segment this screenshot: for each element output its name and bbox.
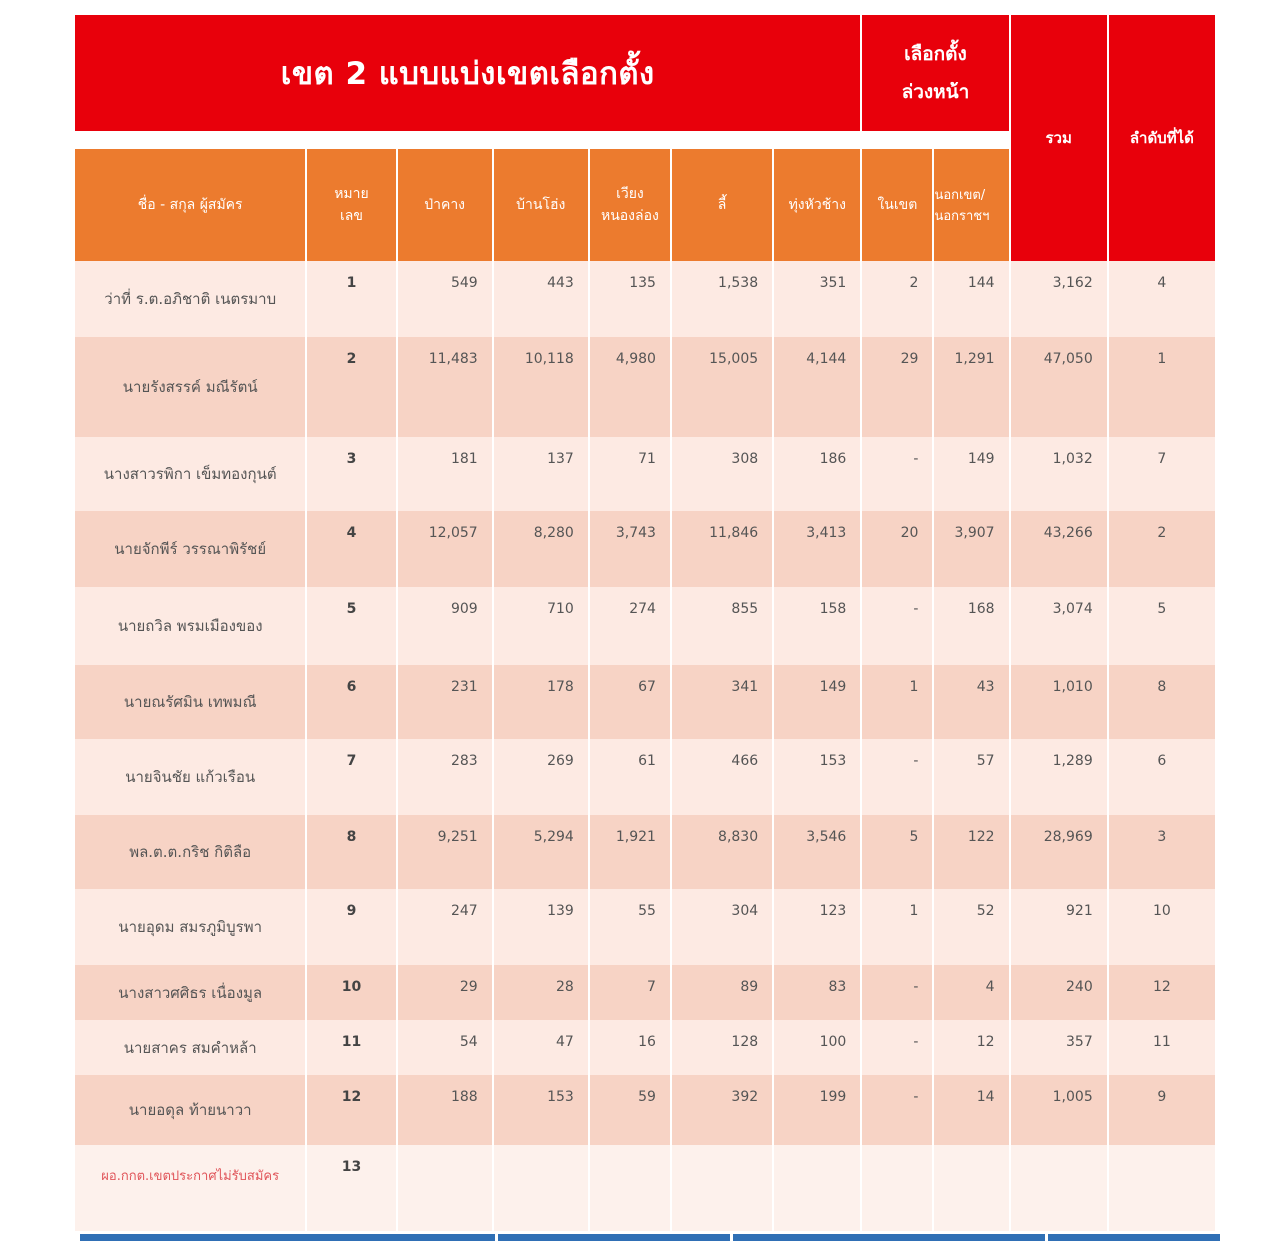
col-pakhang: ป่าคาง bbox=[398, 149, 492, 261]
votes-li: 8,830 bbox=[672, 815, 772, 889]
votes-thunghuachang: 3,413 bbox=[774, 511, 860, 587]
votes-li: 304 bbox=[672, 889, 772, 965]
votes-pakhang: 909 bbox=[398, 587, 492, 665]
empty-cell bbox=[934, 1145, 1008, 1231]
candidate-name: นายจินชัย แก้วเรือน bbox=[75, 739, 305, 815]
votes-out-district: 12 bbox=[934, 1020, 1008, 1075]
empty-cell bbox=[1011, 1145, 1107, 1231]
table-row bbox=[75, 1145, 1215, 1231]
votes-out-district: 14 bbox=[934, 1075, 1008, 1145]
candidate-number: 13 bbox=[307, 1145, 395, 1231]
table-title: เขต 2 แบบแบ่งเขตเลือกตั้ง bbox=[75, 15, 860, 131]
votes-pakhang: 283 bbox=[398, 739, 492, 815]
votes-total: 3,162 bbox=[1011, 261, 1107, 337]
votes-thunghuachang: 4,144 bbox=[774, 337, 860, 437]
col-li: ลี้ bbox=[672, 149, 772, 261]
votes-li: 89 bbox=[672, 965, 772, 1020]
votes-total: 1,005 bbox=[1011, 1075, 1107, 1145]
candidate-name: นายรังสรรค์ มณีรัตน์ bbox=[75, 337, 305, 437]
votes-thunghuachang: 149 bbox=[774, 665, 860, 739]
votes-out-district: 168 bbox=[934, 587, 1008, 665]
votes-in-district: 1 bbox=[862, 665, 932, 739]
votes-in-district: 1 bbox=[862, 889, 932, 965]
votes-in-district: 20 bbox=[862, 511, 932, 587]
votes-total: 357 bbox=[1011, 1020, 1107, 1075]
candidate-rank: 1 bbox=[1109, 337, 1215, 437]
candidate-number: 9 bbox=[307, 889, 395, 965]
candidate-name: นายถวิล พรมเมืองของ bbox=[75, 587, 305, 665]
empty-cell bbox=[672, 1145, 772, 1231]
votes-wiangnonglong: 135 bbox=[590, 261, 670, 337]
votes-pakhang: 11,483 bbox=[398, 337, 492, 437]
empty-cell bbox=[1109, 1145, 1215, 1231]
votes-li: 128 bbox=[672, 1020, 772, 1075]
votes-pakhang: 29 bbox=[398, 965, 492, 1020]
votes-total: 921 bbox=[1011, 889, 1107, 965]
votes-thunghuachang: 100 bbox=[774, 1020, 860, 1075]
votes-wiangnonglong: 16 bbox=[590, 1020, 670, 1075]
votes-thunghuachang: 351 bbox=[774, 261, 860, 337]
empty-cell bbox=[774, 1145, 860, 1231]
candidate-number: 6 bbox=[307, 665, 395, 739]
votes-pakhang: 231 bbox=[398, 665, 492, 739]
votes-in-district: 29 bbox=[862, 337, 932, 437]
votes-pakhang: 54 bbox=[398, 1020, 492, 1075]
votes-wiangnonglong: 71 bbox=[590, 437, 670, 511]
candidate-number: 1 bbox=[307, 261, 395, 337]
votes-total: 43,266 bbox=[1011, 511, 1107, 587]
candidate-rank: 2 bbox=[1109, 511, 1215, 587]
candidate-name: นายอดุล ท้ายนาวา bbox=[75, 1075, 305, 1145]
table-row bbox=[75, 1020, 1215, 1075]
votes-wiangnonglong: 7 bbox=[590, 965, 670, 1020]
votes-li: 341 bbox=[672, 665, 772, 739]
empty-cell bbox=[494, 1145, 588, 1231]
col-number: หมาย เลข bbox=[307, 149, 395, 261]
votes-wiangnonglong: 4,980 bbox=[590, 337, 670, 437]
candidate-name: นางสาวรพิกา เข็มทองกุนต์ bbox=[75, 437, 305, 511]
votes-out-district: 3,907 bbox=[934, 511, 1008, 587]
votes-banhong: 269 bbox=[494, 739, 588, 815]
col-name: ชื่อ - สกุล ผู้สมัคร bbox=[75, 149, 305, 261]
table-row bbox=[75, 965, 1215, 1020]
candidate-rank: 5 bbox=[1109, 587, 1215, 665]
candidate-rank: 12 bbox=[1109, 965, 1215, 1020]
votes-banhong: 178 bbox=[494, 665, 588, 739]
candidate-number: 2 bbox=[307, 337, 395, 437]
votes-out-district: 43 bbox=[934, 665, 1008, 739]
candidate-rank: 6 bbox=[1109, 739, 1215, 815]
votes-in-district: - bbox=[862, 587, 932, 665]
votes-wiangnonglong: 59 bbox=[590, 1075, 670, 1145]
advance-vote-header: เลือกตั้ง ล่วงหน้า bbox=[862, 15, 1008, 131]
total-header: รวม bbox=[1011, 15, 1107, 261]
col-out-district: นอกเขต/ นอกราชฯ bbox=[934, 149, 1008, 261]
votes-li: 15,005 bbox=[672, 337, 772, 437]
votes-banhong: 137 bbox=[494, 437, 588, 511]
votes-pakhang: 549 bbox=[398, 261, 492, 337]
votes-pakhang: 181 bbox=[398, 437, 492, 511]
table-row bbox=[75, 665, 1215, 739]
votes-li: 11,846 bbox=[672, 511, 772, 587]
candidate-number: 12 bbox=[307, 1075, 395, 1145]
votes-pakhang: 9,251 bbox=[398, 815, 492, 889]
candidate-rank: 3 bbox=[1109, 815, 1215, 889]
candidate-name: นายสาคร สมคำหล้า bbox=[75, 1020, 305, 1075]
candidate-number: 11 bbox=[307, 1020, 395, 1075]
votes-li: 466 bbox=[672, 739, 772, 815]
votes-in-district: - bbox=[862, 739, 932, 815]
votes-in-district: - bbox=[862, 437, 932, 511]
candidate-name: นายณรัศมิน เทพมณี bbox=[75, 665, 305, 739]
candidate-number: 3 bbox=[307, 437, 395, 511]
votes-total: 240 bbox=[1011, 965, 1107, 1020]
candidate-number: 4 bbox=[307, 511, 395, 587]
votes-banhong: 443 bbox=[494, 261, 588, 337]
votes-in-district: - bbox=[862, 1020, 932, 1075]
table-row bbox=[75, 587, 1215, 665]
col-in-district: ในเขต bbox=[862, 149, 932, 261]
votes-out-district: 144 bbox=[934, 261, 1008, 337]
votes-out-district: 149 bbox=[934, 437, 1008, 511]
col-thunghuachang: ทุ่งหัวช้าง bbox=[774, 149, 860, 261]
votes-in-district: 5 bbox=[862, 815, 932, 889]
votes-li: 1,538 bbox=[672, 261, 772, 337]
votes-thunghuachang: 83 bbox=[774, 965, 860, 1020]
votes-li: 308 bbox=[672, 437, 772, 511]
votes-banhong: 8,280 bbox=[494, 511, 588, 587]
votes-in-district: 2 bbox=[862, 261, 932, 337]
votes-thunghuachang: 153 bbox=[774, 739, 860, 815]
candidate-rank: 4 bbox=[1109, 261, 1215, 337]
candidate-number: 8 bbox=[307, 815, 395, 889]
empty-cell bbox=[862, 1145, 932, 1231]
votes-total: 1,010 bbox=[1011, 665, 1107, 739]
votes-banhong: 28 bbox=[494, 965, 588, 1020]
results-body bbox=[75, 261, 1215, 1231]
votes-wiangnonglong: 61 bbox=[590, 739, 670, 815]
candidate-name: ผอ.กกต.เขตประกาศไม่รับสมัคร bbox=[75, 1145, 305, 1231]
candidate-name: นายจักพีร์ วรรณาพิรัชย์ bbox=[75, 511, 305, 587]
votes-thunghuachang: 186 bbox=[774, 437, 860, 511]
table-row bbox=[75, 261, 1215, 337]
bottom-divider bbox=[80, 1234, 1220, 1241]
votes-banhong: 710 bbox=[494, 587, 588, 665]
votes-wiangnonglong: 55 bbox=[590, 889, 670, 965]
votes-out-district: 52 bbox=[934, 889, 1008, 965]
table-row bbox=[75, 437, 1215, 511]
votes-banhong: 139 bbox=[494, 889, 588, 965]
votes-thunghuachang: 199 bbox=[774, 1075, 860, 1145]
candidate-name: นายอุดม สมรภูมิบูรพา bbox=[75, 889, 305, 965]
votes-banhong: 47 bbox=[494, 1020, 588, 1075]
votes-li: 855 bbox=[672, 587, 772, 665]
votes-banhong: 5,294 bbox=[494, 815, 588, 889]
votes-thunghuachang: 123 bbox=[774, 889, 860, 965]
empty-cell bbox=[398, 1145, 492, 1231]
votes-in-district: - bbox=[862, 965, 932, 1020]
votes-total: 47,050 bbox=[1011, 337, 1107, 437]
candidate-number: 5 bbox=[307, 587, 395, 665]
votes-pakhang: 188 bbox=[398, 1075, 492, 1145]
candidate-rank: 10 bbox=[1109, 889, 1215, 965]
votes-pakhang: 12,057 bbox=[398, 511, 492, 587]
votes-wiangnonglong: 3,743 bbox=[590, 511, 670, 587]
col-banhong: บ้านโฮ่ง bbox=[494, 149, 588, 261]
table-row bbox=[75, 889, 1215, 965]
rank-header: ลำดับที่ได้ bbox=[1109, 15, 1215, 261]
votes-total: 3,074 bbox=[1011, 587, 1107, 665]
candidate-number: 7 bbox=[307, 739, 395, 815]
results-sheet bbox=[75, 15, 1217, 1231]
table-row bbox=[75, 739, 1215, 815]
col-wiangnonglong: เวียง หนองล่อง bbox=[590, 149, 670, 261]
table-row bbox=[75, 1075, 1215, 1145]
table-row bbox=[75, 815, 1215, 889]
votes-wiangnonglong: 1,921 bbox=[590, 815, 670, 889]
votes-out-district: 1,291 bbox=[934, 337, 1008, 437]
election-results-table bbox=[73, 15, 1217, 1231]
table-row bbox=[75, 337, 1215, 437]
candidate-name: ว่าที่ ร.ต.อภิชาติ เนตรมาบ bbox=[75, 261, 305, 337]
votes-wiangnonglong: 274 bbox=[590, 587, 670, 665]
votes-pakhang: 247 bbox=[398, 889, 492, 965]
table-row bbox=[75, 511, 1215, 587]
candidate-rank: 8 bbox=[1109, 665, 1215, 739]
votes-out-district: 4 bbox=[934, 965, 1008, 1020]
votes-thunghuachang: 158 bbox=[774, 587, 860, 665]
candidate-rank: 9 bbox=[1109, 1075, 1215, 1145]
candidate-name: พล.ต.ต.กริช กิติลือ bbox=[75, 815, 305, 889]
votes-li: 392 bbox=[672, 1075, 772, 1145]
votes-in-district: - bbox=[862, 1075, 932, 1145]
votes-total: 28,969 bbox=[1011, 815, 1107, 889]
candidate-name: นางสาวศศิธร เนื่องมูล bbox=[75, 965, 305, 1020]
votes-banhong: 153 bbox=[494, 1075, 588, 1145]
candidate-number: 10 bbox=[307, 965, 395, 1020]
votes-wiangnonglong: 67 bbox=[590, 665, 670, 739]
candidate-rank: 11 bbox=[1109, 1020, 1215, 1075]
votes-out-district: 57 bbox=[934, 739, 1008, 815]
votes-banhong: 10,118 bbox=[494, 337, 588, 437]
votes-out-district: 122 bbox=[934, 815, 1008, 889]
votes-total: 1,032 bbox=[1011, 437, 1107, 511]
votes-total: 1,289 bbox=[1011, 739, 1107, 815]
votes-thunghuachang: 3,546 bbox=[774, 815, 860, 889]
candidate-rank: 7 bbox=[1109, 437, 1215, 511]
empty-cell bbox=[590, 1145, 670, 1231]
